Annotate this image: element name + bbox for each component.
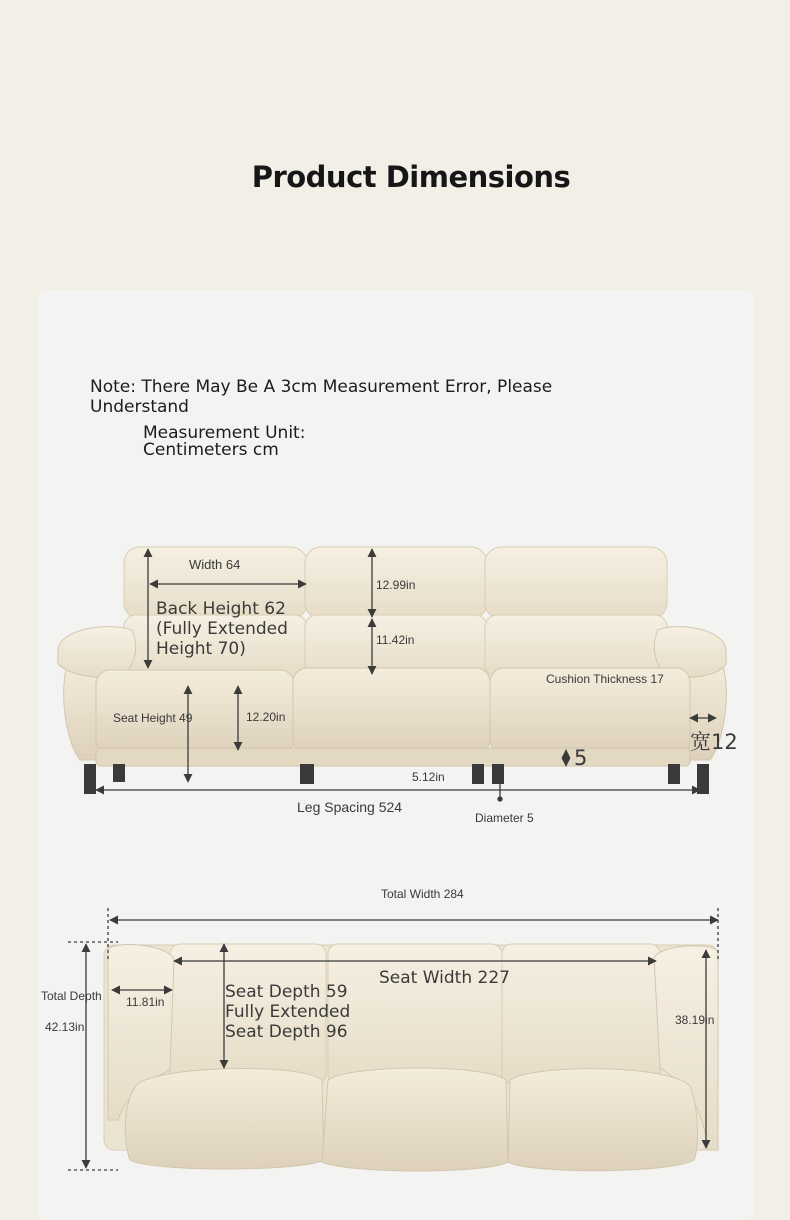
leg-height-in-label: 5.12in <box>412 770 445 784</box>
total-width-label: Total Width 284 <box>381 887 464 901</box>
measurement-note: Note: There May Be A 3cm Measurement Error, Please Understand <box>90 377 553 417</box>
back-upper-label: 12.99in <box>376 578 416 592</box>
seat-depth-label: Seat Depth 59 Fully Extended Seat Depth 96 <box>225 982 351 1042</box>
seat-height-in-label: 12.20in <box>246 710 286 724</box>
back-height-label: Back Height 62 (Fully Extended Height 70) <box>156 599 288 659</box>
armrest-width-label: 宽12 <box>690 730 738 754</box>
total-depth-in-label: 42.13in <box>45 1020 85 1034</box>
seat-height-label: Seat Height 49 <box>113 711 193 725</box>
seat-width-label: Seat Width 227 <box>379 968 510 988</box>
page-title: Product Dimensions <box>251 160 571 194</box>
back-lower-label: 11.42in <box>376 633 415 647</box>
leg-height-label: 5 <box>574 746 588 770</box>
diameter-label: Diameter 5 <box>475 811 534 825</box>
arm-in-label: 11.81in <box>126 995 165 1009</box>
measurement-unit: Measurement Unit: Centimeters cm <box>143 423 306 460</box>
width-label: Width 64 <box>189 557 241 572</box>
cushion-thickness-label: Cushion Thickness 17 <box>546 672 664 686</box>
right-in-label: 38.19in <box>675 1013 715 1027</box>
leg-spacing-label: Leg Spacing 524 <box>297 799 403 815</box>
total-depth-label: Total Depth <box>41 989 102 1003</box>
